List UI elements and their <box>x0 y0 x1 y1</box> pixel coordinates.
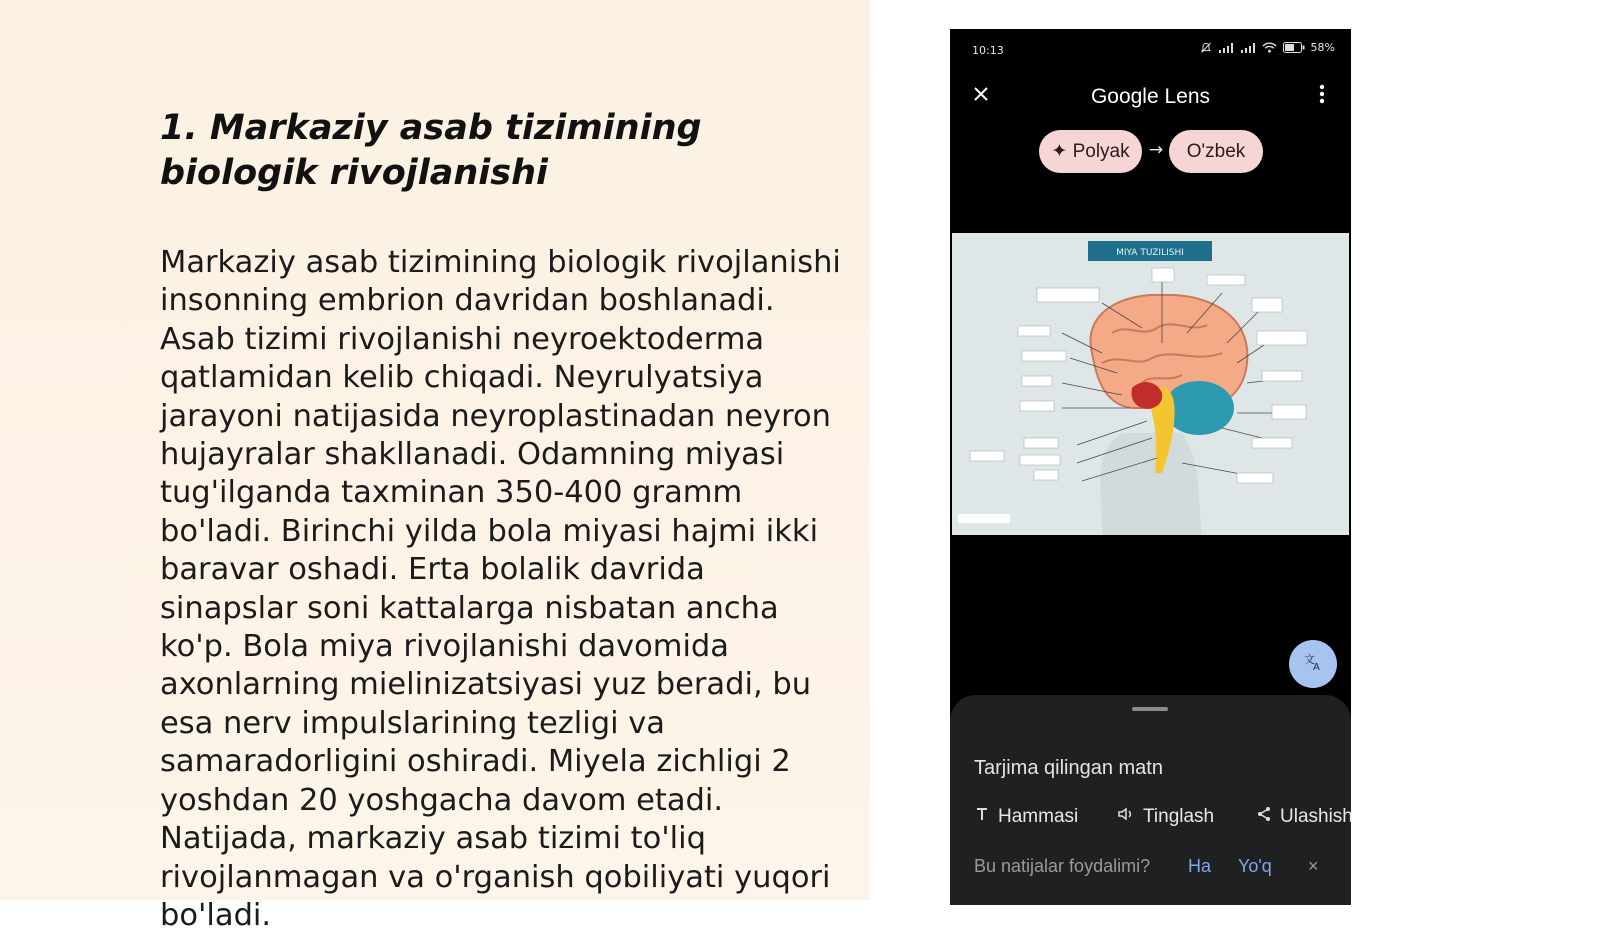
svg-text:文: 文 <box>1304 653 1315 666</box>
sheet-drag-handle[interactable] <box>1132 707 1168 711</box>
share-label: Ulashish <box>1280 806 1353 827</box>
more-options-button[interactable] <box>1307 81 1337 111</box>
sparkle-icon: ✦ <box>1051 141 1068 162</box>
app-title-brand: Google <box>1090 85 1159 108</box>
feedback-dismiss-button[interactable]: × <box>1308 856 1319 876</box>
wifi-icon <box>1262 42 1277 53</box>
status-bar <box>950 29 1351 71</box>
slide-title: 1. Markaziy asab tizimining biologik rivojlanishi <box>160 108 702 193</box>
app-title-product: Lens <box>1164 85 1211 108</box>
arrow-right-icon: → <box>1148 140 1164 160</box>
feedback-yes-link[interactable]: Ha <box>1188 856 1212 876</box>
translate-fab-button[interactable] <box>1289 640 1337 688</box>
feedback-no-link[interactable]: Yo'q <box>1238 856 1272 876</box>
feedback-row <box>974 856 1334 882</box>
app-title <box>950 85 1351 109</box>
battery-icon <box>1283 42 1305 53</box>
listen-button[interactable] <box>1117 806 1214 828</box>
translate-icon <box>1302 651 1324 677</box>
results-bottom-sheet <box>950 695 1351 905</box>
image-banner-text: MIYA TUZILISHI <box>1116 248 1184 258</box>
status-icons <box>1200 41 1335 54</box>
speaker-icon <box>1117 806 1135 828</box>
select-all-label: Hammasi <box>998 806 1079 827</box>
share-icon <box>1256 806 1272 828</box>
phone-screenshot <box>950 29 1351 900</box>
sheet-actions <box>974 806 1374 834</box>
source-language-chip[interactable] <box>1039 130 1142 173</box>
target-language-chip[interactable] <box>1169 130 1263 173</box>
select-all-button[interactable] <box>974 806 1078 828</box>
signal-icon-2 <box>1240 43 1256 53</box>
slide-body-text: Markaziy asab tizimining biologik rivojlanishi insonning embrion davridan boshlanadi. Asab tizimi rivojlanishi neyroektoderma qatlamidan kelib chiqadi. Neyrulyatsiya jarayoni natijasida neyroplastinadan neyron hujayralar shakllanadi. Odamning miyasi tug'ilganda taxminan 350-400 gramm bo'ladi. Birinchi yilda bola miyasi hajmi ikki baravar oshadi. Erta bolalik davrida sinapslar soni kattalarga nisbatan ancha ko'p. Bola miya rivojlanishi davomida axonlarning mielinizatsiyasi yuz beradi, bu esa nerv impulslarining tezligi va samaradorligini oshiradi. Miyela zichligi 2 yoshdan 20 yoshgacha davom etadi. Natijada, markaziy asab tizimi to'liq rivojlanmagan va o'rganish qobiliyati yuqori bo'ladi. <box>160 245 841 933</box>
language-selector <box>950 130 1351 174</box>
battery-percent: 58% <box>1310 41 1335 54</box>
captured-brain-image[interactable] <box>952 233 1349 535</box>
target-language-label: O'zbek <box>1186 141 1246 162</box>
feedback-question: Bu natijalar foydalimi? <box>974 856 1151 876</box>
lens-toolbar <box>950 71 1351 123</box>
text-select-icon <box>974 806 990 828</box>
share-button[interactable] <box>1256 806 1353 828</box>
translated-text-heading: Tarjima qilingan matn <box>974 757 1163 779</box>
listen-label: Tinglash <box>1143 806 1215 827</box>
mute-bell-icon <box>1200 42 1212 54</box>
more-vert-icon <box>1319 84 1325 108</box>
source-language-label: Polyak <box>1072 141 1130 162</box>
signal-icon <box>1218 43 1234 53</box>
status-time: 10:13 <box>972 44 1004 57</box>
svg-text:A: A <box>1313 662 1320 673</box>
